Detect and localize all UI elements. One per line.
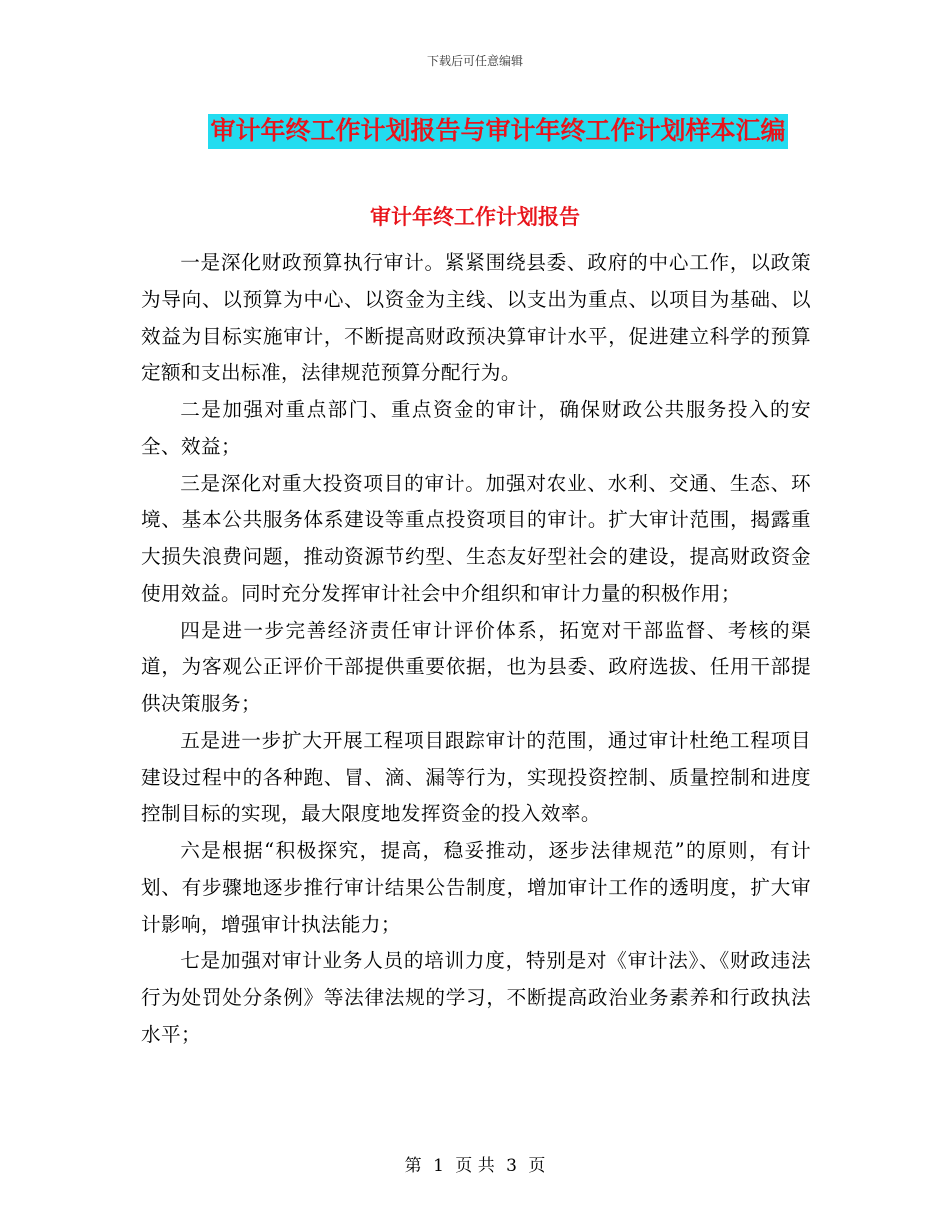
footer-prefix: 第: [404, 1156, 422, 1176]
footer-middle: 页 共: [455, 1156, 495, 1176]
paragraph-1: 一是深化财政预算执行审计。紧紧围绕县委、政府的中心工作，以政策为导向、以预算为中心、以资金为主线、以支出为重点、以项目为基础、以效益为目标实施审计，不断提高财政预决算审计水平，促进建立科学的预算定额和支出标准，法律规范预算分配行为。: [141, 251, 811, 385]
paragraph-3: 三是深化对重大投资项目的审计。加强对农业、水利、交通、生态、环境、基本公共服务体系建设等重点投资项目的审计。扩大审计范围，揭露重大损失浪费问题，推动资源节约型、生态友好型社会的建设，提高财政资金使用效益。同时充分发挥审计社会中介组织和审计力量的积极作用；: [141, 471, 811, 605]
main-title: 审计年终工作计划报告与审计年终工作计划样本汇编: [208, 114, 787, 149]
page-footer: [0, 1155, 950, 1177]
footer-total-pages: 3: [506, 1156, 517, 1176]
section-title: 审计年终工作计划报告: [370, 205, 580, 229]
paragraph-2: 二是加强对重点部门、重点资金的审计，确保财政公共服务投入的安全、效益；: [141, 398, 811, 458]
paragraph-6: 六是根据“积极探究，提高，稳妥推动，逐步法律规范”的原则，有计划、有步骤地逐步推行审计结果公告制度，增加审计工作的透明度，扩大审计影响，增强审计执法能力；: [141, 839, 811, 936]
document-body: [141, 245, 811, 1054]
page-header-note: 下载后可任意编辑: [426, 54, 523, 68]
paragraph-7: 七是加强对审计业务人员的培训力度，特别是对《审计法》、《财政违法行为处罚处分条例》等法律法规的学习，不断提高政治业务素养和行政执法水平；: [141, 949, 811, 1046]
footer-suffix: 页: [528, 1156, 546, 1176]
main-title-container: [0, 114, 950, 149]
footer-page-number: 1: [433, 1156, 444, 1176]
paragraph-5: 五是进一步扩大开展工程项目跟踪审计的范围，通过审计杜绝工程项目建设过程中的各种跑、冒、滴、漏等行为，实现投资控制、质量控制和进度控制目标的实现，最大限度地发挥资金的投入效率。: [141, 728, 811, 826]
paragraph-4: 四是进一步完善经济责任审计评价体系，拓宽对干部监督、考核的渠道，为客观公正评价干部提供重要依据，也为县委、政府选拔、任用干部提供决策服务；: [141, 618, 811, 715]
